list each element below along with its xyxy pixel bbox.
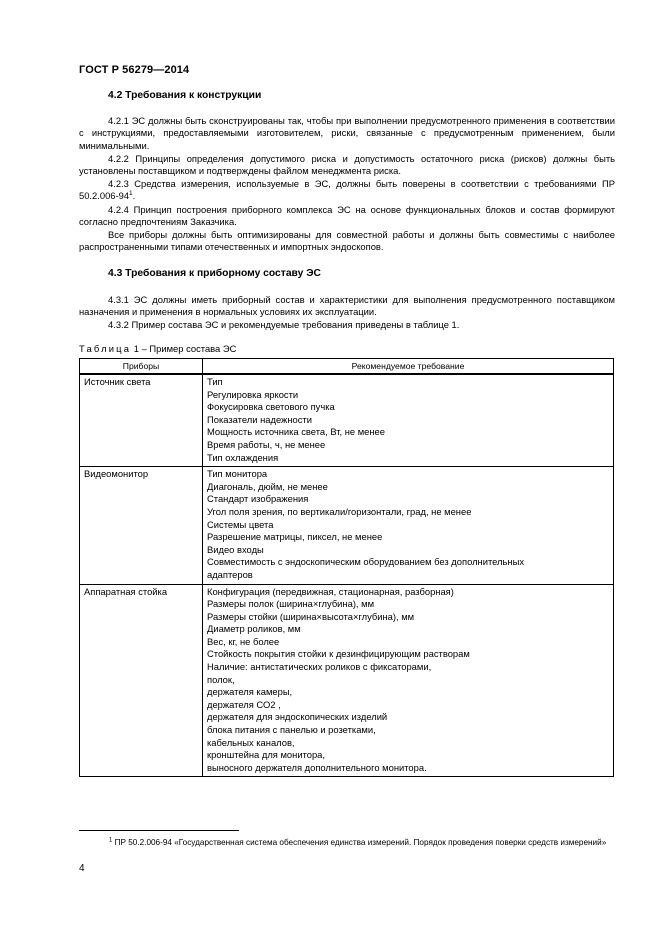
- requirement-line: Время работы, ч, не менее: [207, 438, 326, 450]
- requirement-line: блока питания с панелью и розетками,: [207, 724, 376, 736]
- table-row: [80, 584, 614, 777]
- table-body: [80, 374, 614, 777]
- paragraph-4-2-3-end: .: [132, 190, 136, 202]
- device-cell: Видеомонитор: [80, 467, 203, 584]
- requirement-line: Диагональ, дюйм, не менее: [207, 480, 328, 492]
- requirement-line: Системы цвета: [207, 518, 274, 530]
- table-caption-word: Таблица: [79, 343, 132, 354]
- table-caption: [79, 343, 236, 354]
- requirement-line: адаптеров: [207, 568, 253, 580]
- column-header-devices: Приборы: [80, 359, 203, 375]
- footnote-text: ПР 50.2.006-94 «Государственная система обеспечения единства измерений. Порядок проведения поверки средств измерений»: [112, 838, 607, 847]
- requirement-line: держателя для эндоскопических изделий: [207, 711, 388, 723]
- requirement-line: кабельных каналов,: [207, 736, 295, 748]
- device-cell: Источник света: [80, 374, 203, 467]
- section-4-3-heading: 4.3 Требования к приборному составу ЭС: [108, 268, 321, 279]
- column-header-requirements: Рекомендуемое требование: [203, 359, 614, 375]
- requirement-line: Тип охлаждения: [207, 451, 279, 463]
- paragraph-4-2-2: [79, 153, 615, 178]
- requirement-line: Фокусировка светового пучка: [207, 401, 335, 413]
- paragraph-4-2-4: [79, 204, 615, 229]
- paragraph-4-2-3: [79, 178, 615, 203]
- footnote-marker: 1: [109, 837, 113, 844]
- paragraph-4-2-1-text: 4.2.1 ЭС должны быть сконструированы так, чтобы при выполнении предусмотренного применения в соответствии с инструкциями, предоставляемыми изготовителем, риски, связанные с предусмотренным применением, были минимальными.: [79, 115, 615, 151]
- requirements-cell: [203, 584, 614, 777]
- requirement-line: кронштейна для монитора,: [207, 749, 325, 761]
- requirement-line: Вес, кг, не более: [207, 635, 280, 647]
- requirement-line: Конфигурация (передвижная, стационарная, разборная): [207, 585, 454, 597]
- requirement-line: выносного держателя дополнительного монитора.: [207, 761, 427, 773]
- document-header: ГОСТ Р 56279—2014: [79, 64, 190, 76]
- paragraph-4-2-2-text: 4.2.2 Принципы определения допустимого риска и допустимость остаточного риска (рисков) должны быть установлены поставщиком и подтверждены файлом менеджмента риска.: [79, 153, 615, 177]
- requirements-cell: [203, 374, 614, 467]
- requirement-line: держателя СО2 ,: [207, 698, 281, 710]
- requirements-cell: [203, 467, 614, 584]
- requirement-line: Регулировка яркости: [207, 388, 299, 400]
- requirement-line: Мощность источника света, Вт, не менее: [207, 426, 385, 438]
- requirement-line: Размеры стойки (ширина×высота×глубина), мм: [207, 610, 415, 622]
- requirement-line: Стойкость покрытия стойки к дезинфицирующим растворам: [207, 648, 470, 660]
- paragraph-4-2-5-text: Все приборы должны быть оптимизированы для совместной работы и должны быть совместимы с наиболее распространенными типами отечественных и импортных эндоскопов.: [79, 229, 615, 253]
- paragraph-4-3-2-text: 4.3.2 Пример состава ЭС и рекомендуемые требования приведены в таблице 1.: [108, 319, 460, 330]
- requirement-line: Размеры полок (ширина×глубина), мм: [207, 598, 375, 610]
- device-cell: Аппаратная стойка: [80, 584, 203, 777]
- paragraph-4-2-1: [79, 115, 615, 152]
- paragraph-4-2-5: [79, 229, 615, 254]
- requirement-line: Совместимость с эндоскопическим оборудованием без дополнительных: [207, 556, 525, 568]
- requirement-line: Разрешение матрицы, пиксел, не менее: [207, 531, 383, 543]
- footnote-ref: 1: [129, 190, 133, 198]
- requirement-line: Диаметр роликов, мм: [207, 623, 301, 635]
- requirement-line: держателя камеры,: [207, 686, 293, 698]
- table-header-row: [80, 359, 614, 375]
- paragraph-4-3-1-text: 4.3.1 ЭС должны иметь приборный состав и характеристики для выполнения предусмотренного поставщиком назначения и применения в нормальных условиях их эксплуатации.: [79, 294, 615, 318]
- table-row: [80, 467, 614, 584]
- section-4-2-heading: 4.2 Требования к конструкции: [108, 90, 262, 101]
- page-number: 4: [79, 863, 85, 874]
- table-row: [80, 374, 614, 467]
- requirement-line: Наличие: антистатических роликов с фиксаторами,: [207, 661, 432, 673]
- requirement-line: Видео входы: [207, 543, 264, 555]
- paragraph-4-3-2: [79, 319, 615, 331]
- requirement-line: полок,: [207, 673, 235, 685]
- requirement-line: Угол поля зрения, по вертикали/горизонтали, град, не менее: [207, 505, 472, 517]
- composition-table: [79, 358, 614, 777]
- footnote-separator: [79, 830, 239, 831]
- requirement-line: Показатели надежности: [207, 413, 312, 425]
- paragraph-4-2-3-text: 4.2.3 Средства измерения, используемые в ЭС, должны быть поверены в соответствии с требованиями ПР 50.2.006-94: [79, 178, 615, 202]
- paragraph-4-3-1: [79, 294, 615, 319]
- requirement-line: Тип монитора: [207, 468, 268, 480]
- requirement-line: Стандарт изображения: [207, 493, 309, 505]
- requirement-line: Тип: [207, 376, 223, 387]
- paragraph-4-2-4-text: 4.2.4 Принцип построения приборного комплекса ЭС на основе функциональных блоков и состав формируют согласно предпочтениям Заказчика.: [79, 204, 615, 228]
- footnote: [79, 837, 615, 849]
- table-caption-rest: 1 – Пример состава ЭС: [131, 343, 237, 354]
